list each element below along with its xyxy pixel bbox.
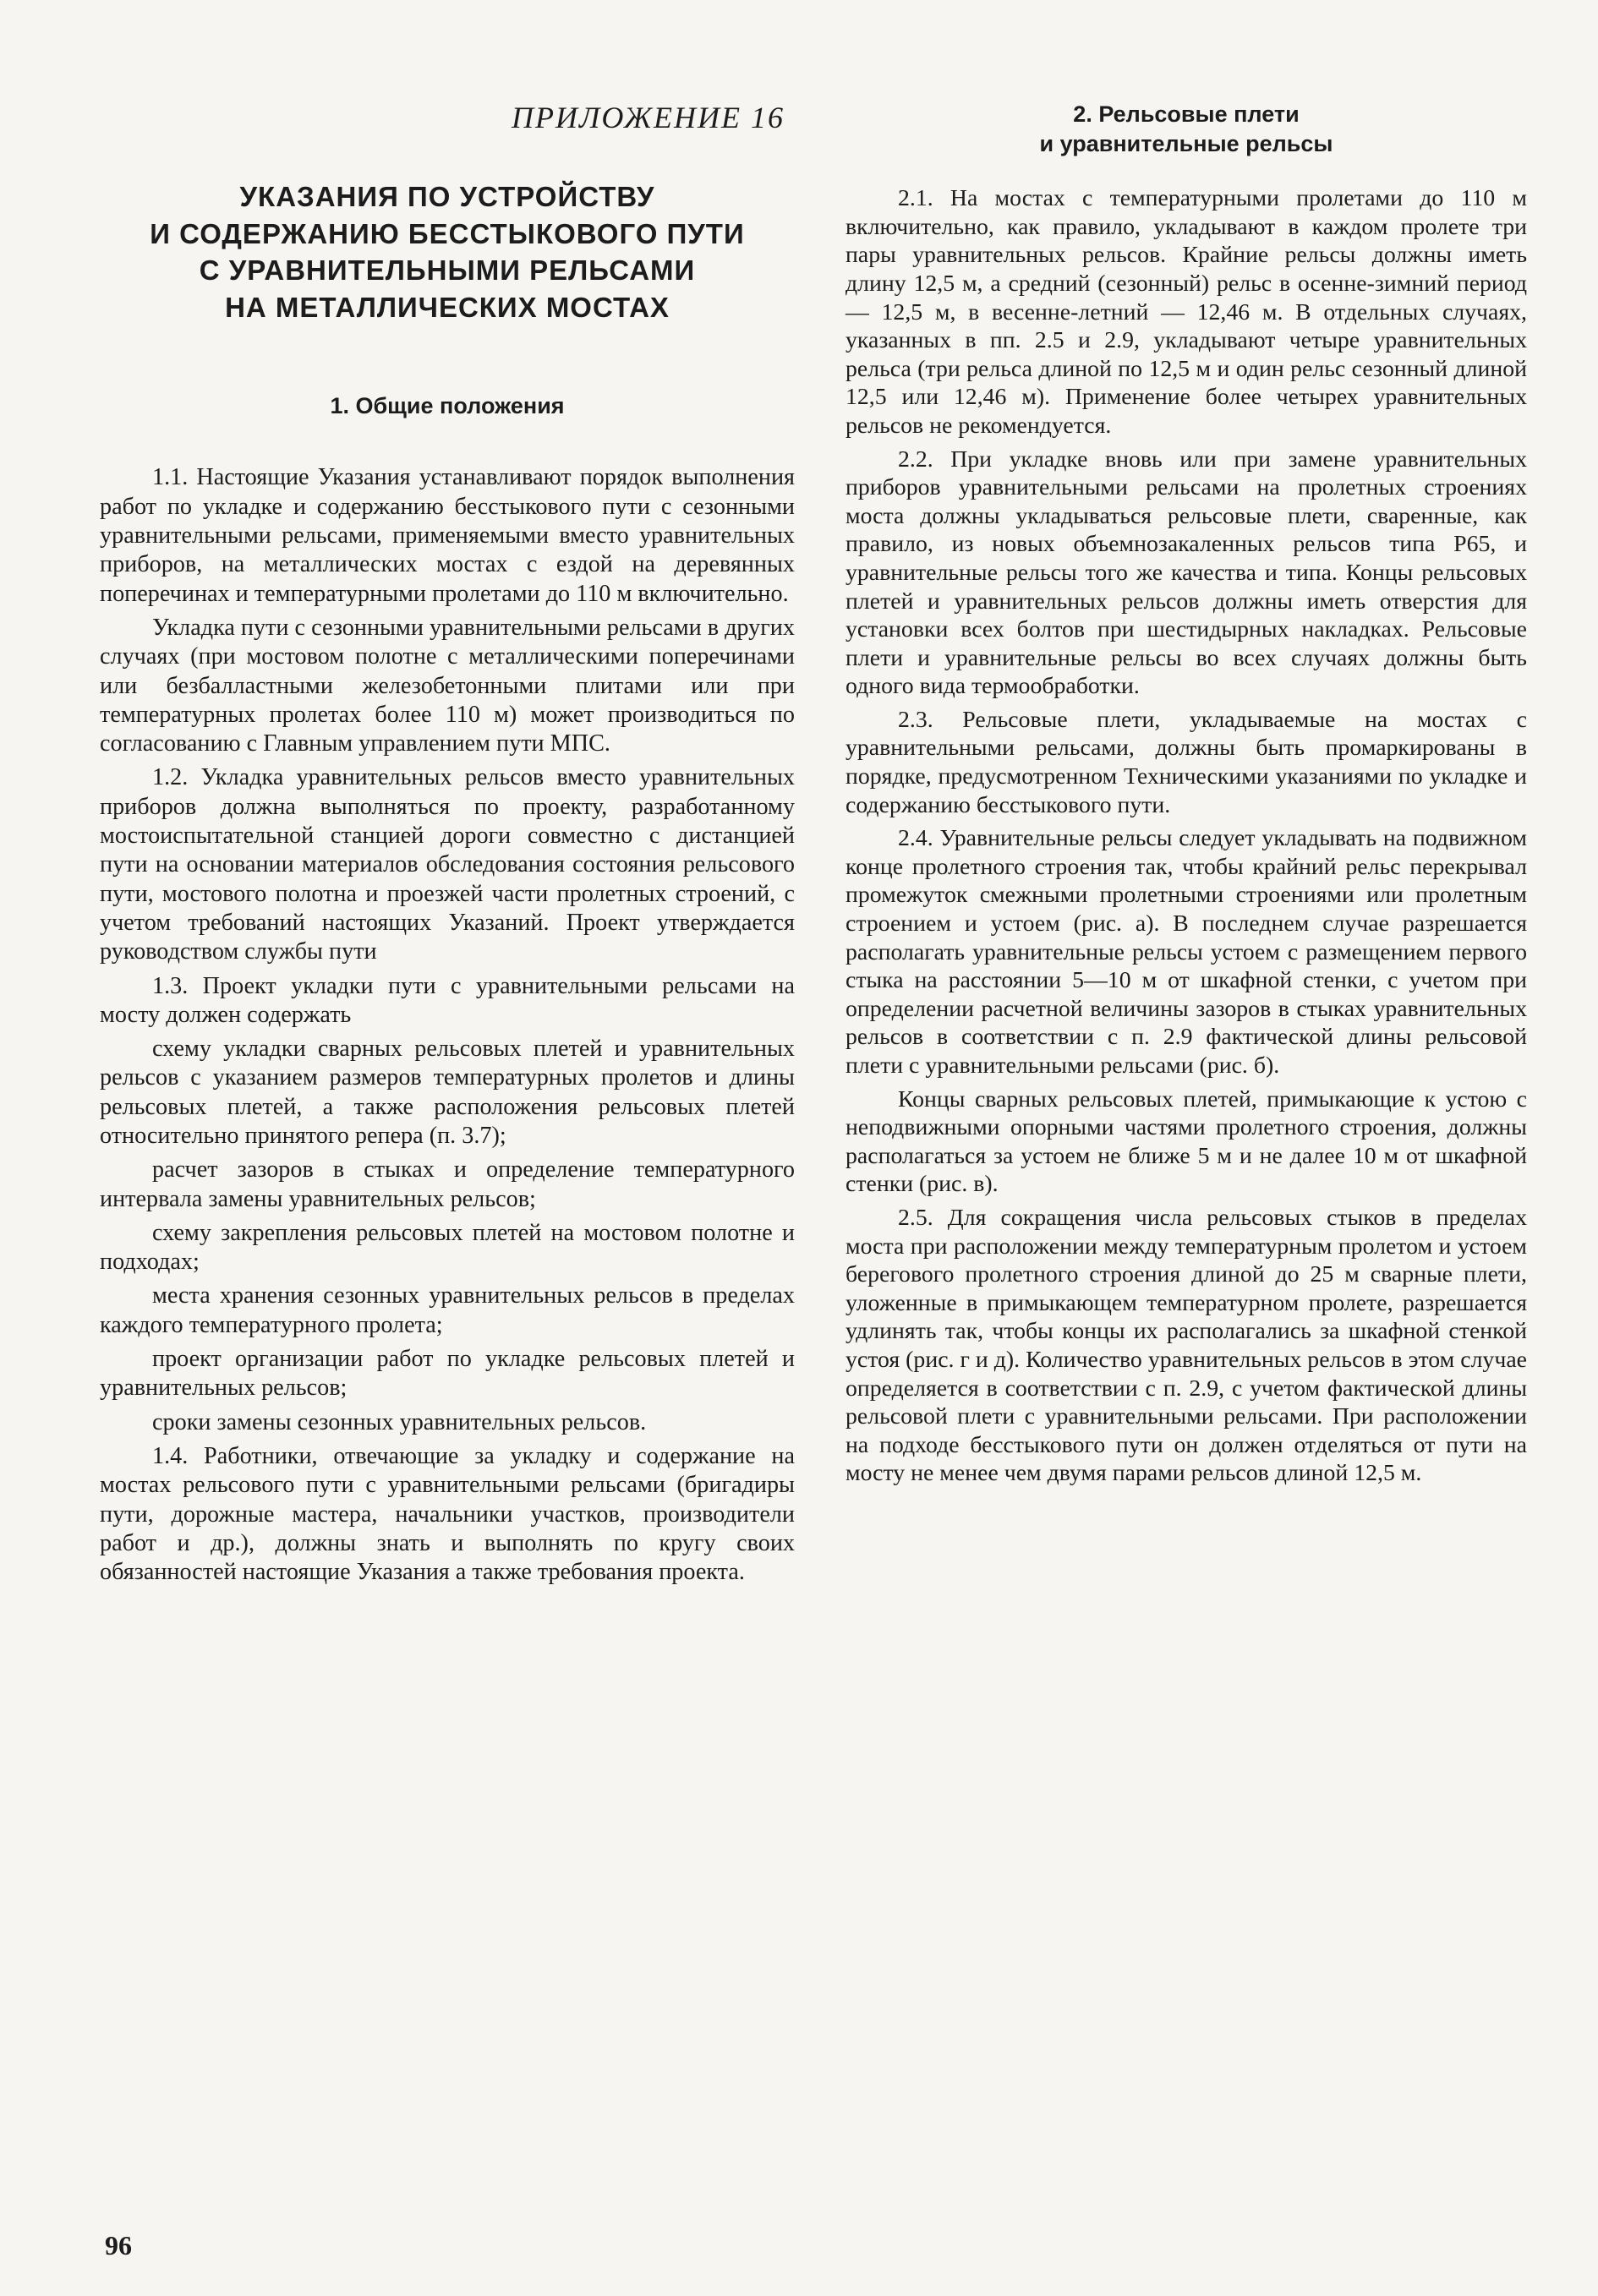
paragraph-2-3: 2.3. Рельсовые плети, укладываемые на мостах с уравнительными рельсами, должны быть промаркированы в порядке, предусмотренном Техническими указаниями по укладке и содержанию бесстыкового пути. xyxy=(846,706,1527,818)
paragraph-2-4-cont: Концы сварных рельсовых плетей, примыкающие к устою с неподвижными опорными частями пролетного строения, должны располагаться за устоем не ближе 5 м и не далее 10 м от шкафной стенки (рис. в). xyxy=(846,1085,1527,1198)
section-heading-rails xyxy=(846,100,1527,159)
title-line: УКАЗАНИЯ ПО УСТРОЙСТВУ xyxy=(239,181,655,213)
section-heading-text: и уравнительные рельсы xyxy=(1039,131,1333,157)
title-line: С УРАВНИТЕЛЬНЫМИ РЕЛЬСАМИ xyxy=(199,254,696,287)
document-title xyxy=(100,178,795,325)
list-item-calc: расчет зазоров в стыках и определение температурного интервала замены уравнительных рельсов; xyxy=(100,1156,795,1212)
paragraph-2-2: 2.2. При укладке вновь или при замене уравнительных приборов уравнительными рельсами на пролетных строениях моста должны укладываться рельсовые плети, сваренные, как правило, из новых объемнозакаленных рельсов типа Р65, и уравнительные рельсы того же качества и типа. Концы рельсовых плетей и уравнительных рельсов должны иметь отверстия для установки всех болтов при шестидырных накладках. Рельсовые плети и уравнительные рельсы во всех случаях должны быть одного вида термообработки. xyxy=(846,446,1527,700)
list-item-storage: места хранения сезонных уравнительных рельсов в пределах каждого температурного пролета; xyxy=(100,1282,795,1338)
paragraph-1-2: 1.2. Укладка уравнительных рельсов вместо уравнительных приборов должна выполняться по проекту, разработанному мостоиспытательной станцией дороги совместно с дистанцией пути на основании материалов обследования состояния рельсового пути, мостового полотна и проезжей части пролетных строений, с учетом требований настоящих Указаний. Проект утверждается руководством службы пути xyxy=(100,764,795,965)
paragraph-2-1: 2.1. На мостах с температурными пролетами до 110 м включительно, как правило, укладывают в каждом пролете три пары уравнительных рельсов. Крайние рельсы должны иметь длину 12,5 м, а средний (сезонный) рельс в осенне-зимний период — 12,5 м, в весенне-летний — 12,46 м. В отдельных случаях, указанных в пп. 2.5 и 2.9, укладывают четыре уравнительных рельса (три рельса длиной по 12,5 м и один рельс сезонный длиной 12,5 или 12,46 м). Применение более четырех уравнительных рельсов не рекомендуется. xyxy=(846,185,1527,439)
list-item-project: проект организации работ по укладке рельсовых плетей и уравнительных рельсов; xyxy=(100,1346,795,1402)
page-number: 96 xyxy=(105,2230,132,2260)
left-column xyxy=(100,100,795,1592)
title-line: НА МЕТАЛЛИЧЕСКИХ МОСТАХ xyxy=(225,291,670,323)
right-column xyxy=(846,100,1527,1493)
section-heading-general xyxy=(100,391,795,421)
paragraph-1-1: 1.1. Настоящие Указания устанавливают порядок выполнения работ по укладке и содержанию бесстыкового пути с сезонными уравнительными рельсами, применяемыми вместо уравнительных приборов, на металлических мостах с ездой на деревянных поперечинах и температурными пролетами до 110 м включительно. xyxy=(100,464,795,607)
paragraph-1-4: 1.4. Работники, отвечающие за укладку и содержание на мостах рельсового пути с уравнительными рельсами (бригадиры пути, дорожные мастера, начальники участков, производители работ и др.), должны знать и выполнять по кругу своих обязанностей настоящие Указания а также требования проекта. xyxy=(100,1442,795,1586)
appendix-label: ПРИЛОЖЕНИЕ 16 xyxy=(512,101,785,134)
title-line: И СОДЕРЖАНИЮ БЕССТЫКОВОГО ПУТИ xyxy=(150,217,745,249)
list-item-fastening: схему закрепления рельсовых плетей на мостовом полотне и подходах; xyxy=(100,1219,795,1276)
list-item-terms: сроки замены сезонных уравнительных рельсов. xyxy=(152,1408,647,1435)
section-heading-text: 2. Рельсовые плети xyxy=(1073,101,1300,127)
paragraph-2-4: 2.4. Уравнительные рельсы следует укладывать на подвижном конце пролетного строения так, чтобы крайний рельс перекрывал промежуток смежными пролетными строениями или пролетным строением и устоем (рис. а). В последнем случае разрешается располагать уравнительные рельсы устоем с размещением первого стыка на расстоянии 5—10 м от шкафной стенки, с учетом при определении расчетной величины зазоров в стыках уравнительных рельсов в соответствии с п. 2.9 фактической длины рельсовой плети с уравнительными рельсами (рис. б). xyxy=(846,825,1527,1079)
section-heading-text: 1. Общие положения xyxy=(330,393,565,419)
paragraph-1-1-cont: Укладка пути с сезонными уравнительными рельсами в других случаях (при мостовом полотне с металлическими поперечинами или безбалластными железобетонными плитами или при температурных пролетах более 110 м) может производиться по согласованию с Главным управлением пути МПС. xyxy=(100,614,795,757)
list-item-scheme: схему укладки сварных рельсовых плетей и уравнительных рельсов с указанием размеров температурных пролетов и длины рельсовых плетей, а также расположения рельсовых плетей относительно принятого репера (п. 3.7); xyxy=(100,1036,795,1149)
paragraph-1-3: 1.3. Проект укладки пути с уравнительными рельсами на мосту должен содержать xyxy=(100,972,795,1028)
paragraph-2-5: 2.5. Для сокращения числа рельсовых стыков в пределах моста при расположении между температурным пролетом и устоем берегового пролетного строения длиной до 25 м сварные плети, уложенные в примыкающем температурном пролете, разрешается удлинять так, чтобы концы их располагались за шкафной стенкой устоя (рис. г и д). Количество уравнительных рельсов в этом случае определяется в соответствии с п. 2.9, с учетом фактической длины рельсовой плети с уравнительными рельсами. При расположении на подходе бесстыкового пути он должен отделяться от пути на мосту не менее чем двумя парами рельсов длиной 12,5 м. xyxy=(846,1204,1527,1487)
